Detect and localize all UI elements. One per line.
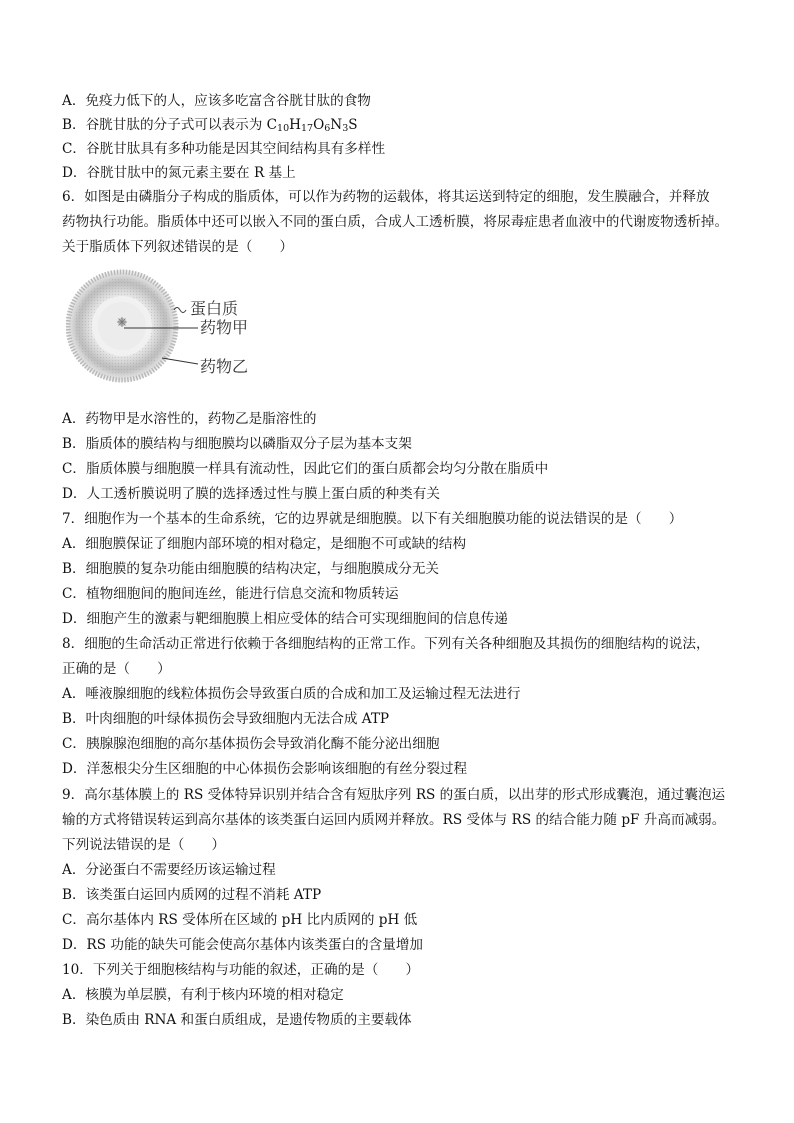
q7-option-d: D．细胞产生的激素与靶细胞膜上相应受体的结合可实现细胞间的信息传递: [62, 611, 508, 627]
formula-h: H: [289, 117, 301, 133]
q6-stem-line-1: 6．如图是由磷脂分子构成的脂质体，可以作为药物的运载体，将其运送到特定的细胞，发生膜融合，并释放: [62, 189, 710, 205]
q5-option-b-text: B．谷胱甘肽的分子式可以表示为 C: [62, 117, 278, 133]
q5-option-c: C．谷胱甘肽具有多种功能是因其空间结构具有多样性: [62, 141, 386, 157]
q9-option-b: B．该类蛋白运回内质网的过程不消耗 ATP: [62, 887, 322, 903]
q9-option-a: A．分泌蛋白不需要经历该运输过程: [62, 862, 276, 878]
q5-option-a: A．免疫力低下的人，应该多吃富含谷胱甘肽的食物: [62, 93, 371, 109]
drug-a-marker: [117, 317, 127, 327]
q6-option-b: B．脂质体的膜结构与细胞膜均以磷脂双分子层为基本支架: [62, 436, 412, 452]
q9-option-d: D．RS 功能的缺失可能会使高尔基体内该类蛋白的含量增加: [62, 937, 424, 953]
q7-option-a: A．细胞膜保证了细胞内部环境的相对稳定，是细胞不可或缺的结构: [62, 536, 467, 552]
q10-stem: 10．下列关于细胞核结构与功能的叙述，正确的是（ ）: [62, 962, 420, 978]
liposome-figure: [66, 266, 266, 396]
q6-stem-line-2: 药物执行功能。脂质体中还可以嵌入不同的蛋白质，合成人工透析膜，将尿毒症患者血液中的代谢废物透析掉。: [62, 214, 729, 230]
drug-a-label: 药物甲: [200, 320, 249, 337]
drug-b-pointer: [162, 358, 198, 364]
q5-option-d: D．谷胱甘肽中的氮元素主要在 R 基上: [62, 165, 296, 181]
q6-stem-line-3: 关于脂质体下列叙述错误的是（ ）: [62, 239, 294, 255]
formula-o: O: [313, 117, 325, 133]
q7-stem: 7．细胞作为一个基本的生命系统，它的边界就是细胞膜。以下有关细胞膜功能的说法错误的是（ ）: [62, 511, 683, 527]
formula-sub-c: 10: [277, 123, 290, 134]
formula-sub-h: 17: [300, 123, 314, 134]
q8-stem-line-2: 正确的是（ ）: [62, 661, 171, 677]
q6-option-d: D．人工透析膜说明了膜的选择透过性与膜上蛋白质的种类有关: [62, 486, 440, 502]
q6-option-c: C．脂质体膜与细胞膜一样具有流动性，因此它们的蛋白质都会均匀分散在脂质中: [62, 461, 549, 477]
q6-option-a: A．药物甲是水溶性的，药物乙是脂溶性的: [62, 411, 317, 427]
q7-option-c: C．植物细胞间的胞间连丝，能进行信息交流和物质转运: [62, 586, 399, 602]
q9-option-c: C．高尔基体内 RS 受体所在区域的 pH 比内质网的 pH 低: [62, 912, 418, 928]
formula-sub-n: 3: [342, 123, 349, 134]
formula-sub-o: 6: [324, 123, 331, 134]
q9-stem-line-1: 9．高尔基体膜上的 RS 受体特异识别并结合含有短肽序列 RS 的蛋白质，以出芽的形式形成囊泡，通过囊泡运: [62, 787, 726, 803]
protein-label: 蛋白质: [190, 301, 239, 318]
q10-option-a: A．核膜为单层膜，有利于核内环境的相对稳定: [62, 987, 344, 1003]
q8-option-c: C．胰腺腺泡细胞的高尔基体损伤会导致消化酶不能分泌出细胞: [62, 736, 440, 752]
q10-option-b: B．染色质由 RNA 和蛋白质组成，是遗传物质的主要载体: [62, 1012, 412, 1028]
q9-stem-line-2: 输的方式将错误转运到高尔基体的该类蛋白运回内质网并释放。RS 受体与 RS 的结合能力随 pF 升高而减弱。: [62, 812, 726, 828]
formula-n: N: [330, 117, 343, 133]
q5-option-b: [62, 116, 762, 138]
drug-b-label: 药物乙: [200, 359, 249, 376]
formula-s: S: [348, 117, 358, 133]
q9-stem-line-3: 下列说法错误的是（ ）: [62, 837, 226, 853]
q8-option-d: D．洋葱根尖分生区细胞的中心体损伤会影响该细胞的有丝分裂过程: [62, 761, 468, 777]
q8-option-b: B．叶肉细胞的叶绿体损伤会导致细胞内无法合成 ATP: [62, 711, 390, 727]
q8-stem-line-1: 8．细胞的生命活动正常进行依赖于各细胞结构的正常工作。下列有关各种细胞及其损伤的细胞结构的说法，: [62, 636, 710, 652]
q7-option-b: B．细胞膜的复杂功能由细胞膜的结构决定，与细胞膜成分无关: [62, 561, 440, 577]
q8-option-a: A．唾液腺细胞的线粒体损伤会导致蛋白质的合成和加工及运输过程无法进行: [62, 686, 521, 702]
